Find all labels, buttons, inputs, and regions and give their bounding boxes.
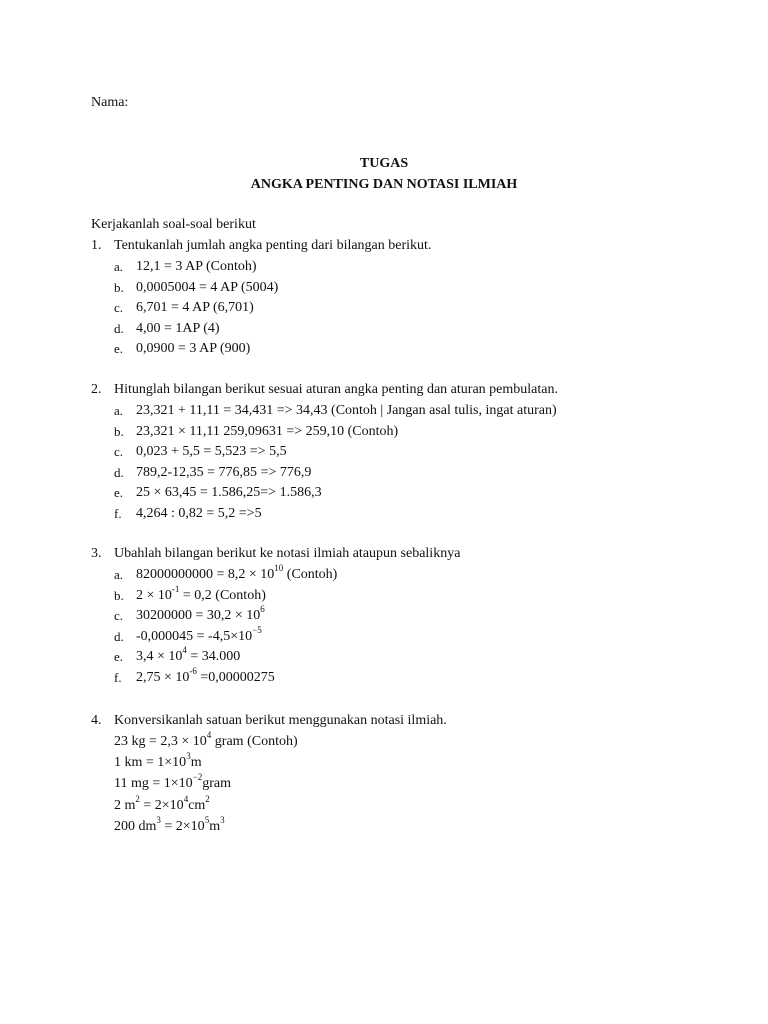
exponent: −5	[252, 625, 262, 636]
item-text: (Contoh)	[283, 567, 338, 582]
question-1-item-letter: d.	[114, 321, 124, 336]
exponent: -1	[171, 584, 180, 595]
question-3-item	[136, 645, 241, 666]
exponent: 4	[206, 730, 212, 741]
row-text: gram	[202, 776, 232, 791]
question-1-item: 4,00 = 1AP (4)	[136, 321, 220, 336]
question-1-item: 0,0005004 = 4 AP (5004)	[136, 280, 279, 295]
question-2-item: 23,321 + 11,11 = 34,431 => 34,43 (Contoh | Jangan asal tulis, ingat aturan)	[136, 403, 557, 418]
question-2-item-letter: b.	[114, 424, 124, 439]
question-4-row	[114, 815, 225, 836]
question-2-item: 25 × 63,45 = 1.586,25=> 1.586,3	[136, 485, 322, 500]
question-2-item: 789,2-12,35 = 776,85 => 776,9	[136, 465, 312, 480]
question-4-row	[114, 794, 210, 815]
question-2-prompt: Hitunglah bilangan berikut sesuai aturan angka penting dan aturan pembulatan.	[114, 382, 558, 397]
item-text: = 34.000	[186, 649, 241, 664]
question-3-item	[136, 563, 338, 584]
row-text: 1 km = 1×10	[114, 755, 187, 770]
item-text: =0,00000275	[196, 670, 275, 685]
exponent: 3	[156, 815, 161, 826]
question-1-prompt: Tentukanlah jumlah angka penting dari bilangan berikut.	[114, 238, 432, 253]
question-4-number: 4.	[91, 713, 102, 728]
item-text: 82000000000 = 8,2 × 10	[136, 567, 275, 582]
row-text: m	[209, 819, 221, 834]
question-4-row	[114, 730, 298, 751]
title-line-1: TUGAS	[359, 156, 409, 171]
row-text: gram (Contoh)	[211, 734, 298, 749]
exponent: 6	[260, 604, 265, 615]
question-1-item: 6,701 = 4 AP (6,701)	[136, 300, 254, 315]
row-text: 200 dm	[114, 819, 157, 834]
exponent: 4	[183, 794, 189, 805]
exponent: −2	[192, 772, 203, 783]
question-3-item-letter: e.	[114, 649, 124, 664]
question-3-prompt: Ubahlah bilangan berikut ke notasi ilmiah ataupun sebaliknya	[114, 546, 461, 561]
title-line-2: ANGKA PENTING DAN NOTASI ILMIAH	[250, 177, 518, 192]
exponent: -6	[189, 666, 197, 677]
exponent: 5	[204, 815, 210, 826]
question-4-row	[114, 751, 202, 772]
row-text: = 2×10	[160, 819, 205, 834]
question-3-item	[136, 625, 262, 646]
item-text: = 0,2 (Contoh)	[179, 588, 266, 603]
question-3-item-letter: d.	[114, 629, 124, 644]
row-text: m	[190, 755, 202, 770]
question-2-item: 4,264 : 0,82 = 5,2 =>5	[136, 506, 262, 521]
exponent: 4	[182, 645, 187, 656]
item-text: 2 × 10	[136, 588, 172, 603]
question-3-item-letter: c.	[114, 608, 124, 623]
question-1-number: 1.	[91, 238, 102, 253]
question-4-row	[114, 772, 232, 793]
question-2-number: 2.	[91, 382, 102, 397]
question-3-item	[136, 584, 266, 605]
question-2-item: 0,023 + 5,5 = 5,523 => 5,5	[136, 444, 287, 459]
question-1-item-letter: a.	[114, 259, 124, 274]
name-label: Nama:	[91, 95, 129, 110]
question-1-item-letter: b.	[114, 280, 124, 295]
question-2-item-letter: e.	[114, 485, 124, 500]
question-1-item-letter: e.	[114, 341, 124, 356]
question-3-item-letter: b.	[114, 588, 124, 603]
question-2-item-letter: c.	[114, 444, 124, 459]
question-3-item-letter: f.	[114, 670, 122, 685]
item-text: 2,75 × 10	[136, 670, 190, 685]
question-2-item: 23,321 × 11,11 259,09631 => 259,10 (Contoh)	[136, 424, 399, 439]
row-text: 11 mg = 1×10	[114, 776, 193, 791]
question-3-item	[136, 666, 275, 687]
item-text: -0,000045 = -4,5×10	[136, 629, 253, 644]
question-2-item-letter: a.	[114, 403, 124, 418]
exponent: 2	[205, 794, 210, 805]
question-3-item	[136, 604, 265, 625]
question-2-item-letter: f.	[114, 506, 122, 521]
item-text: 30200000 = 30,2 × 10	[136, 608, 261, 623]
item-text: 3,4 × 10	[136, 649, 183, 664]
question-1-item-letter: c.	[114, 300, 124, 315]
exponent: 2	[135, 794, 140, 805]
question-1-item: 0,0900 = 3 AP (900)	[136, 341, 251, 356]
exponent: 10	[274, 563, 284, 574]
row-text: 23 kg = 2,3 × 10	[114, 734, 207, 749]
question-2-item-letter: d.	[114, 465, 124, 480]
row-text: 2 m	[114, 798, 136, 813]
intro-text: Kerjakanlah soal-soal berikut	[91, 217, 256, 232]
question-3-item-letter: a.	[114, 567, 124, 582]
row-text: = 2×10	[139, 798, 184, 813]
row-text: cm	[188, 798, 206, 813]
question-4-prompt: Konversikanlah satuan berikut menggunakan notasi ilmiah.	[114, 713, 447, 728]
question-1-item: 12,1 = 3 AP (Contoh)	[136, 259, 257, 274]
question-3-number: 3.	[91, 546, 102, 561]
exponent: 3	[186, 751, 191, 762]
exponent: 3	[220, 815, 225, 826]
